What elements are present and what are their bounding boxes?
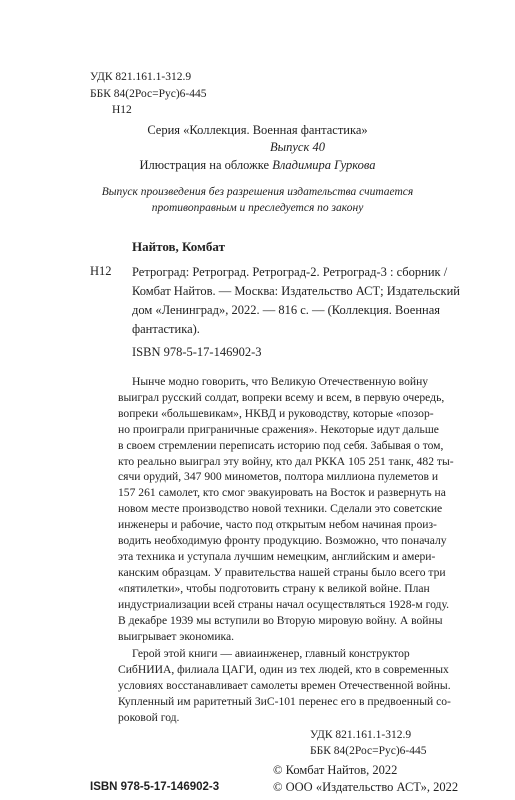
catalog-mark: Н12 <box>90 264 112 278</box>
copyright-warning-line-1: Выпуск произведения без разрешения издательства считается <box>101 186 414 198</box>
bottom-udk-code: УДК 821.161.1-312.9 <box>310 729 412 741</box>
copyright-warning-line-2: противоправным и преследуется по закону <box>151 202 364 214</box>
copyright-publisher: © ООО «Издательство АСТ», 2022 <box>273 780 459 794</box>
bottom-bbk-code: ББК 84(2Рос=Рус)6-445 <box>310 745 427 757</box>
annotation-line: выиграл русский солдат, вопреки всему и всем, в первую очередь, <box>118 390 445 404</box>
description-line: дом «Ленинград», 2022. — 816 с. — (Коллекция. Военная <box>132 303 441 317</box>
annotation-line: 157 261 самолет, кто смог эвакуировать на Восток и развернуть на <box>118 486 446 500</box>
cover-artist: Владимира Гуркова <box>272 158 376 172</box>
annotation-line: Купленный им раритетный ЗиС-101 перенес его в предвоенный со- <box>118 694 451 708</box>
copyright-author: © Комбат Найтов, 2022 <box>273 763 398 777</box>
catalog-description <box>132 263 460 339</box>
description-line: фантастика). <box>132 322 200 336</box>
description-line: Комбат Найтов. — Москва: Издательство АСТ; Издательский <box>132 284 460 298</box>
annotation-line: сячи орудий, 347 900 минометов, полтора миллиона пулеметов и <box>118 470 439 484</box>
annotation-line: Герой этой книги — авиаинженер, главный конструктор <box>132 647 410 660</box>
author-mark: Н12 <box>112 104 132 116</box>
annotation-paragraph-1 <box>118 374 454 644</box>
bottom-isbn: ISBN 978-5-17-146902-3 <box>90 781 220 793</box>
series-title: Серия «Коллекция. Военная фантастика» <box>147 123 368 137</box>
annotation-paragraph-2 <box>118 646 451 726</box>
cover-illustration-credit <box>0 157 515 174</box>
annotation-line: роковой год. <box>118 710 180 724</box>
annotation-line: новом месте производство новой техники. Сделали это советские <box>118 502 443 516</box>
annotation-line: Нынче модно говорить, что Великую Отечественную войну <box>132 375 429 388</box>
annotation-line: СибНИИА, филиала ЦАГИ, один из тех людей, кто в современных <box>118 662 449 676</box>
author-heading: Найтов, Комбат <box>132 239 225 254</box>
cover-credit-prefix: Илюстрация на обложке <box>139 158 273 172</box>
annotation-line: в своем стремлении переписать историю под себя. Забывая о том, <box>118 438 444 452</box>
annotation-line: канским образцам. У правительства нашей страны было всего три <box>118 565 446 579</box>
description-line: Ретроград: Ретроград. Ретроград-2. Ретроград-3 : сборник / <box>132 265 448 279</box>
catalog-isbn: ISBN 978-5-17-146902-3 <box>132 345 262 359</box>
udk-code: УДК 821.161.1-312.9 <box>90 71 192 83</box>
annotation-line: водить необходимую фронту продукцию. Возможно, что поначалу <box>118 534 447 548</box>
annotation-line: инженеры и рабочие, часто под открытым небом начиная произ- <box>118 518 437 532</box>
bbk-code: ББК 84(2Рос=Рус)6-445 <box>90 88 207 100</box>
annotation-line: эта техника и уступала лучшим немецким, английским и амери- <box>118 549 436 563</box>
annotation-line: выигрывает экономика. <box>118 629 235 643</box>
annotation-line: «пятилетки», чтобы подготовить страну к великой войне. План <box>118 581 430 595</box>
annotation-line: В декабре 1939 мы вступили во Вторую мировую войну. А войны <box>118 613 443 627</box>
series-issue: Выпуск 40 <box>270 140 325 154</box>
annotation-line: условиях восстанавливает самолеты времен Отечественной войны. <box>118 678 451 692</box>
annotation-line: вопреки «большевикам», НКВД и руководству, которые «позор- <box>118 406 434 420</box>
annotation-line: но проиграли приграничные сражения». Некоторые идут дальше <box>118 422 439 436</box>
annotation-line: индустриализации всей страны начал осуществляться 1928-м году. <box>118 597 449 611</box>
annotation-line: кто реально выиграл эту войну, кто дал РККА 105 251 танк, 482 ты- <box>118 454 454 468</box>
